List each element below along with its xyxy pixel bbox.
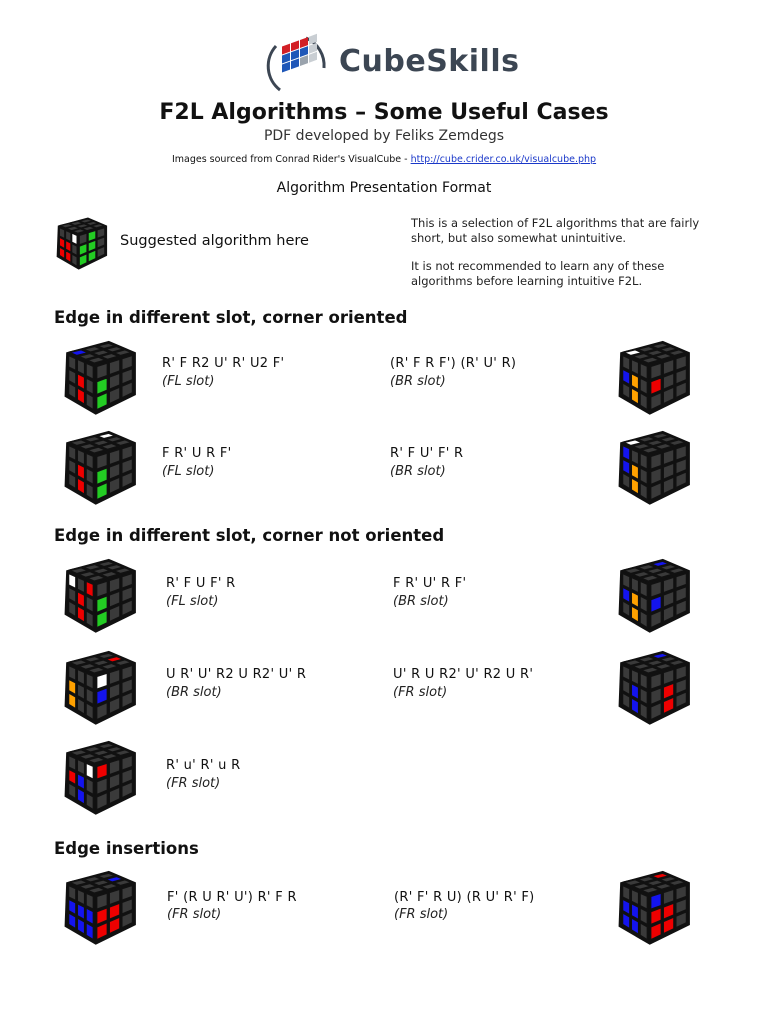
algorithm-text: R' F U' F' R — [390, 446, 464, 461]
algorithm-text: (R' F R F') (R' U' R) — [390, 356, 517, 371]
cube-sticker — [86, 893, 94, 910]
cube-sticker — [640, 363, 648, 380]
visualcube-link[interactable]: http://cube.crider.co.uk/visualcube.php — [410, 154, 597, 165]
slot-label: (FR slot) — [393, 685, 448, 700]
cube-sticker — [86, 763, 94, 780]
image-source-note — [0, 154, 768, 165]
slot-label: (BR slot) — [393, 594, 449, 609]
format-heading: Algorithm Presentation Format — [276, 180, 492, 196]
intro-paragraph-1: This is a selection of F2L algorithms that are fairly short, but also somewhat unintuitive. — [411, 216, 700, 245]
algorithm-text: F R' U R F' — [162, 446, 232, 461]
cube-sticker — [640, 453, 648, 470]
section-heading-corner-not-oriented: Edge in different slot, corner not oriented — [54, 526, 445, 545]
cube-sticker — [640, 893, 648, 910]
logo-text: CubeSkills — [339, 44, 520, 79]
intro-text — [411, 216, 711, 302]
slot-label: (BR slot) — [390, 464, 446, 479]
cube-diagram — [58, 866, 140, 948]
cube-sticker — [86, 581, 94, 598]
example-cube-icon — [52, 214, 110, 272]
intro-paragraph-2: It is not recommended to learn any of these algorithms before learning intuitive F2L. — [411, 259, 665, 288]
cube-diagram — [58, 554, 140, 636]
algorithm-text: (R' F' R U) (R U' R' F) — [394, 890, 535, 905]
slot-label: (FR slot) — [166, 776, 221, 791]
slot-label: (BR slot) — [166, 685, 222, 700]
slot-label: (FL slot) — [166, 594, 219, 609]
cube-diagram — [612, 554, 694, 636]
section-heading-edge-insertions: Edge insertions — [54, 839, 199, 858]
cube-sticker — [640, 673, 648, 690]
algorithm-text: U' R U R2' U' R2 U R' — [393, 667, 534, 682]
cube-sticker — [86, 673, 94, 690]
section-heading-corner-oriented: Edge in different slot, corner oriented — [54, 308, 408, 327]
cube-logo-icon — [262, 28, 342, 100]
cube-sticker — [86, 363, 94, 380]
cube-diagram — [58, 646, 140, 728]
slot-label: (FL slot) — [162, 374, 215, 389]
page-subtitle: PDF developed by Feliks Zemdegs — [263, 128, 505, 144]
algorithm-text: F' (R U R' U') R' F R — [167, 890, 297, 905]
slot-label: (BR slot) — [390, 374, 446, 389]
suggested-algorithm-label: Suggested algorithm here — [120, 233, 309, 249]
algorithm-text: R' u' R' u R — [166, 758, 241, 773]
cube-sticker — [640, 581, 648, 598]
slot-label: (FR slot) — [167, 907, 222, 922]
cube-diagram — [58, 336, 140, 418]
cube-sticker — [86, 453, 94, 470]
cube-diagram — [58, 426, 140, 508]
cube-diagram — [612, 866, 694, 948]
cube-diagram — [58, 736, 140, 818]
cube-diagram — [612, 646, 694, 728]
algorithm-text: F R' U' R F' — [393, 576, 467, 591]
algorithm-text: R' F U F' R — [166, 576, 236, 591]
slot-label: (FR slot) — [394, 907, 449, 922]
algorithm-text: R' F R2 U' R' U2 F' — [162, 356, 285, 371]
cube-diagram — [612, 426, 694, 508]
algorithm-text: U R' U' R2 U R2' U' R — [166, 667, 307, 682]
slot-label: (FL slot) — [162, 464, 215, 479]
source-prefix: Images sourced from Conrad Rider's VisualCube - — [171, 154, 411, 165]
cube-sticker — [72, 233, 77, 245]
cube-diagram — [612, 336, 694, 418]
page-title: F2L Algorithms – Some Useful Cases — [159, 100, 609, 125]
